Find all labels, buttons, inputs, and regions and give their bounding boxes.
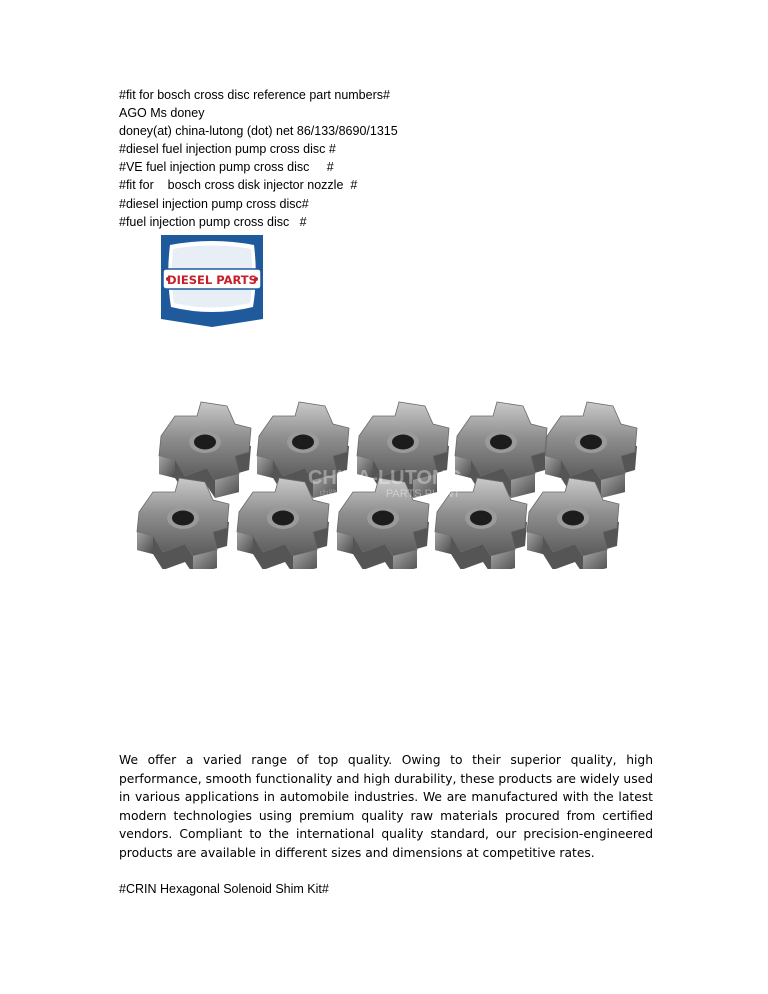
diesel-parts-logo	[157, 233, 267, 328]
footer-tag: #CRIN Hexagonal Solenoid Shim Kit#	[119, 882, 329, 896]
header-line: #VE fuel injection pump cross disc #	[119, 160, 334, 175]
contact-line: doney(at) china-lutong (dot) net 86/133/8690/1315	[119, 124, 398, 139]
logo-text: DIESEL PARTS	[167, 273, 257, 287]
watermark-text: CHINA-LUTONG	[307, 467, 463, 489]
cross-disc-product-image	[133, 394, 638, 569]
header-line: #fit for bosch cross disk injector nozzle #	[119, 178, 358, 193]
header-line: #diesel injection pump cross disc#	[119, 196, 309, 211]
product-description: We offer a varied range of top quality. Owing to their superior quality, high performance, smooth functionality and high durability, these products are widely used in various applications in automobile industries. We are manufactured with the latest modern technologies using premium quality raw materials procured from certified vendors. Compliant to the international quality standard, our precision-engineered products are available in different sizes and dimensions at competitive rates.	[119, 753, 653, 860]
header-line: #fit for bosch cross disc reference part numbers#	[119, 88, 390, 102]
cross-disc-group	[133, 394, 638, 569]
logo-graphic	[157, 233, 267, 328]
header-line: #diesel fuel injection pump cross disc #	[119, 142, 336, 157]
header-line: AGO Ms doney	[119, 106, 205, 121]
header-lines	[119, 86, 398, 231]
header-line: #fuel injection pump cross disc #	[119, 214, 307, 229]
watermark-sub-text: PARTS PLANT	[385, 488, 461, 500]
watermark-cn-text: 中路通	[319, 489, 347, 499]
